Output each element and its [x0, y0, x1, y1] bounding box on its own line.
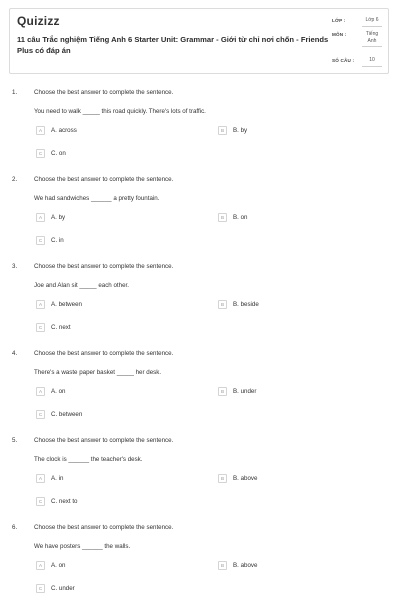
option-text: C. next to [51, 498, 78, 505]
option-letter-box[interactable]: A [36, 213, 45, 222]
option-text: B. on [233, 214, 248, 221]
question-item [0, 176, 400, 263]
option-text: C. in [51, 237, 64, 244]
question-sentence: We had sandwiches ______ a pretty fountain. [34, 195, 160, 202]
option-text: C. under [51, 585, 75, 592]
question-number: 5. [12, 437, 18, 444]
question-item [0, 437, 400, 524]
question-sentence: You need to walk _____ this road quickly. There's lots of traffic. [34, 108, 206, 115]
question-number: 3. [12, 263, 18, 270]
subject-label: MÔN : [332, 32, 347, 37]
option-text: A. on [51, 388, 66, 395]
question-item [0, 524, 400, 611]
question-prompt: Choose the best answer to complete the sentence. [34, 176, 174, 183]
option-text: C. next [51, 324, 71, 331]
question-item [0, 350, 400, 437]
option-letter-box[interactable]: C [36, 149, 45, 158]
option-letter-box[interactable]: B [218, 561, 227, 570]
option-text: B. above [233, 475, 258, 482]
option-text: A. in [51, 475, 64, 482]
question-count-label: SỐ CÂU : [332, 58, 355, 63]
question-sentence: Joe and Alan sit _____ each other. [34, 282, 129, 289]
worksheet-header [9, 8, 389, 74]
option-text: A. on [51, 562, 66, 569]
question-number: 1. [12, 89, 18, 96]
question-number: 2. [12, 176, 18, 183]
option-letter-box[interactable]: B [218, 300, 227, 309]
option-letter-box[interactable]: C [36, 410, 45, 419]
option-text: C. between [51, 411, 83, 418]
question-number: 6. [12, 524, 18, 531]
question-sentence: The clock is ______ the teacher's desk. [34, 456, 143, 463]
option-letter-box[interactable]: A [36, 561, 45, 570]
question-prompt: Choose the best answer to complete the sentence. [34, 263, 174, 270]
subject-value: Tiếng Anh [365, 31, 379, 44]
option-letter-box[interactable]: A [36, 387, 45, 396]
grade-label: LỚP : [332, 18, 346, 23]
option-text: C. on [51, 150, 66, 157]
option-letter-box[interactable]: B [218, 126, 227, 135]
question-prompt: Choose the best answer to complete the sentence. [34, 437, 174, 444]
question-sentence: We have posters ______ the walls. [34, 543, 131, 550]
question-number: 4. [12, 350, 18, 357]
question-count-value: 10 [369, 57, 375, 63]
option-letter-box[interactable]: A [36, 126, 45, 135]
question-sentence: There's a waste paper basket _____ her desk. [34, 369, 162, 376]
question-item [0, 263, 400, 350]
option-text: B. beside [233, 301, 259, 308]
option-text: A. across [51, 127, 77, 134]
option-letter-box[interactable]: B [218, 474, 227, 483]
option-letter-box[interactable]: C [36, 584, 45, 593]
option-text: B. under [233, 388, 257, 395]
grade-underline [362, 26, 382, 27]
option-letter-box[interactable]: B [218, 387, 227, 396]
option-letter-box[interactable]: B [218, 213, 227, 222]
option-letter-box[interactable]: C [36, 236, 45, 245]
subject-underline [362, 46, 382, 47]
worksheet-title: 11 câu Trắc nghiệm Tiếng Anh 6 Starter Unit: Grammar - Giới từ chỉ nơi chốn - Friends Plus có đáp án [17, 35, 329, 55]
option-text: A. between [51, 301, 82, 308]
option-text: B. above [233, 562, 258, 569]
grade-value: Lớp 6 [365, 17, 379, 23]
option-letter-box[interactable]: C [36, 497, 45, 506]
option-letter-box[interactable]: A [36, 300, 45, 309]
question-item [0, 89, 400, 176]
quizizz-logo: Quizizz [17, 14, 60, 28]
question-prompt: Choose the best answer to complete the sentence. [34, 524, 174, 531]
question-count-underline [362, 66, 382, 67]
question-prompt: Choose the best answer to complete the sentence. [34, 89, 174, 96]
option-text: B. by [233, 127, 248, 134]
option-letter-box[interactable]: C [36, 323, 45, 332]
question-prompt: Choose the best answer to complete the sentence. [34, 350, 174, 357]
option-letter-box[interactable]: A [36, 474, 45, 483]
option-text: A. by [51, 214, 66, 221]
